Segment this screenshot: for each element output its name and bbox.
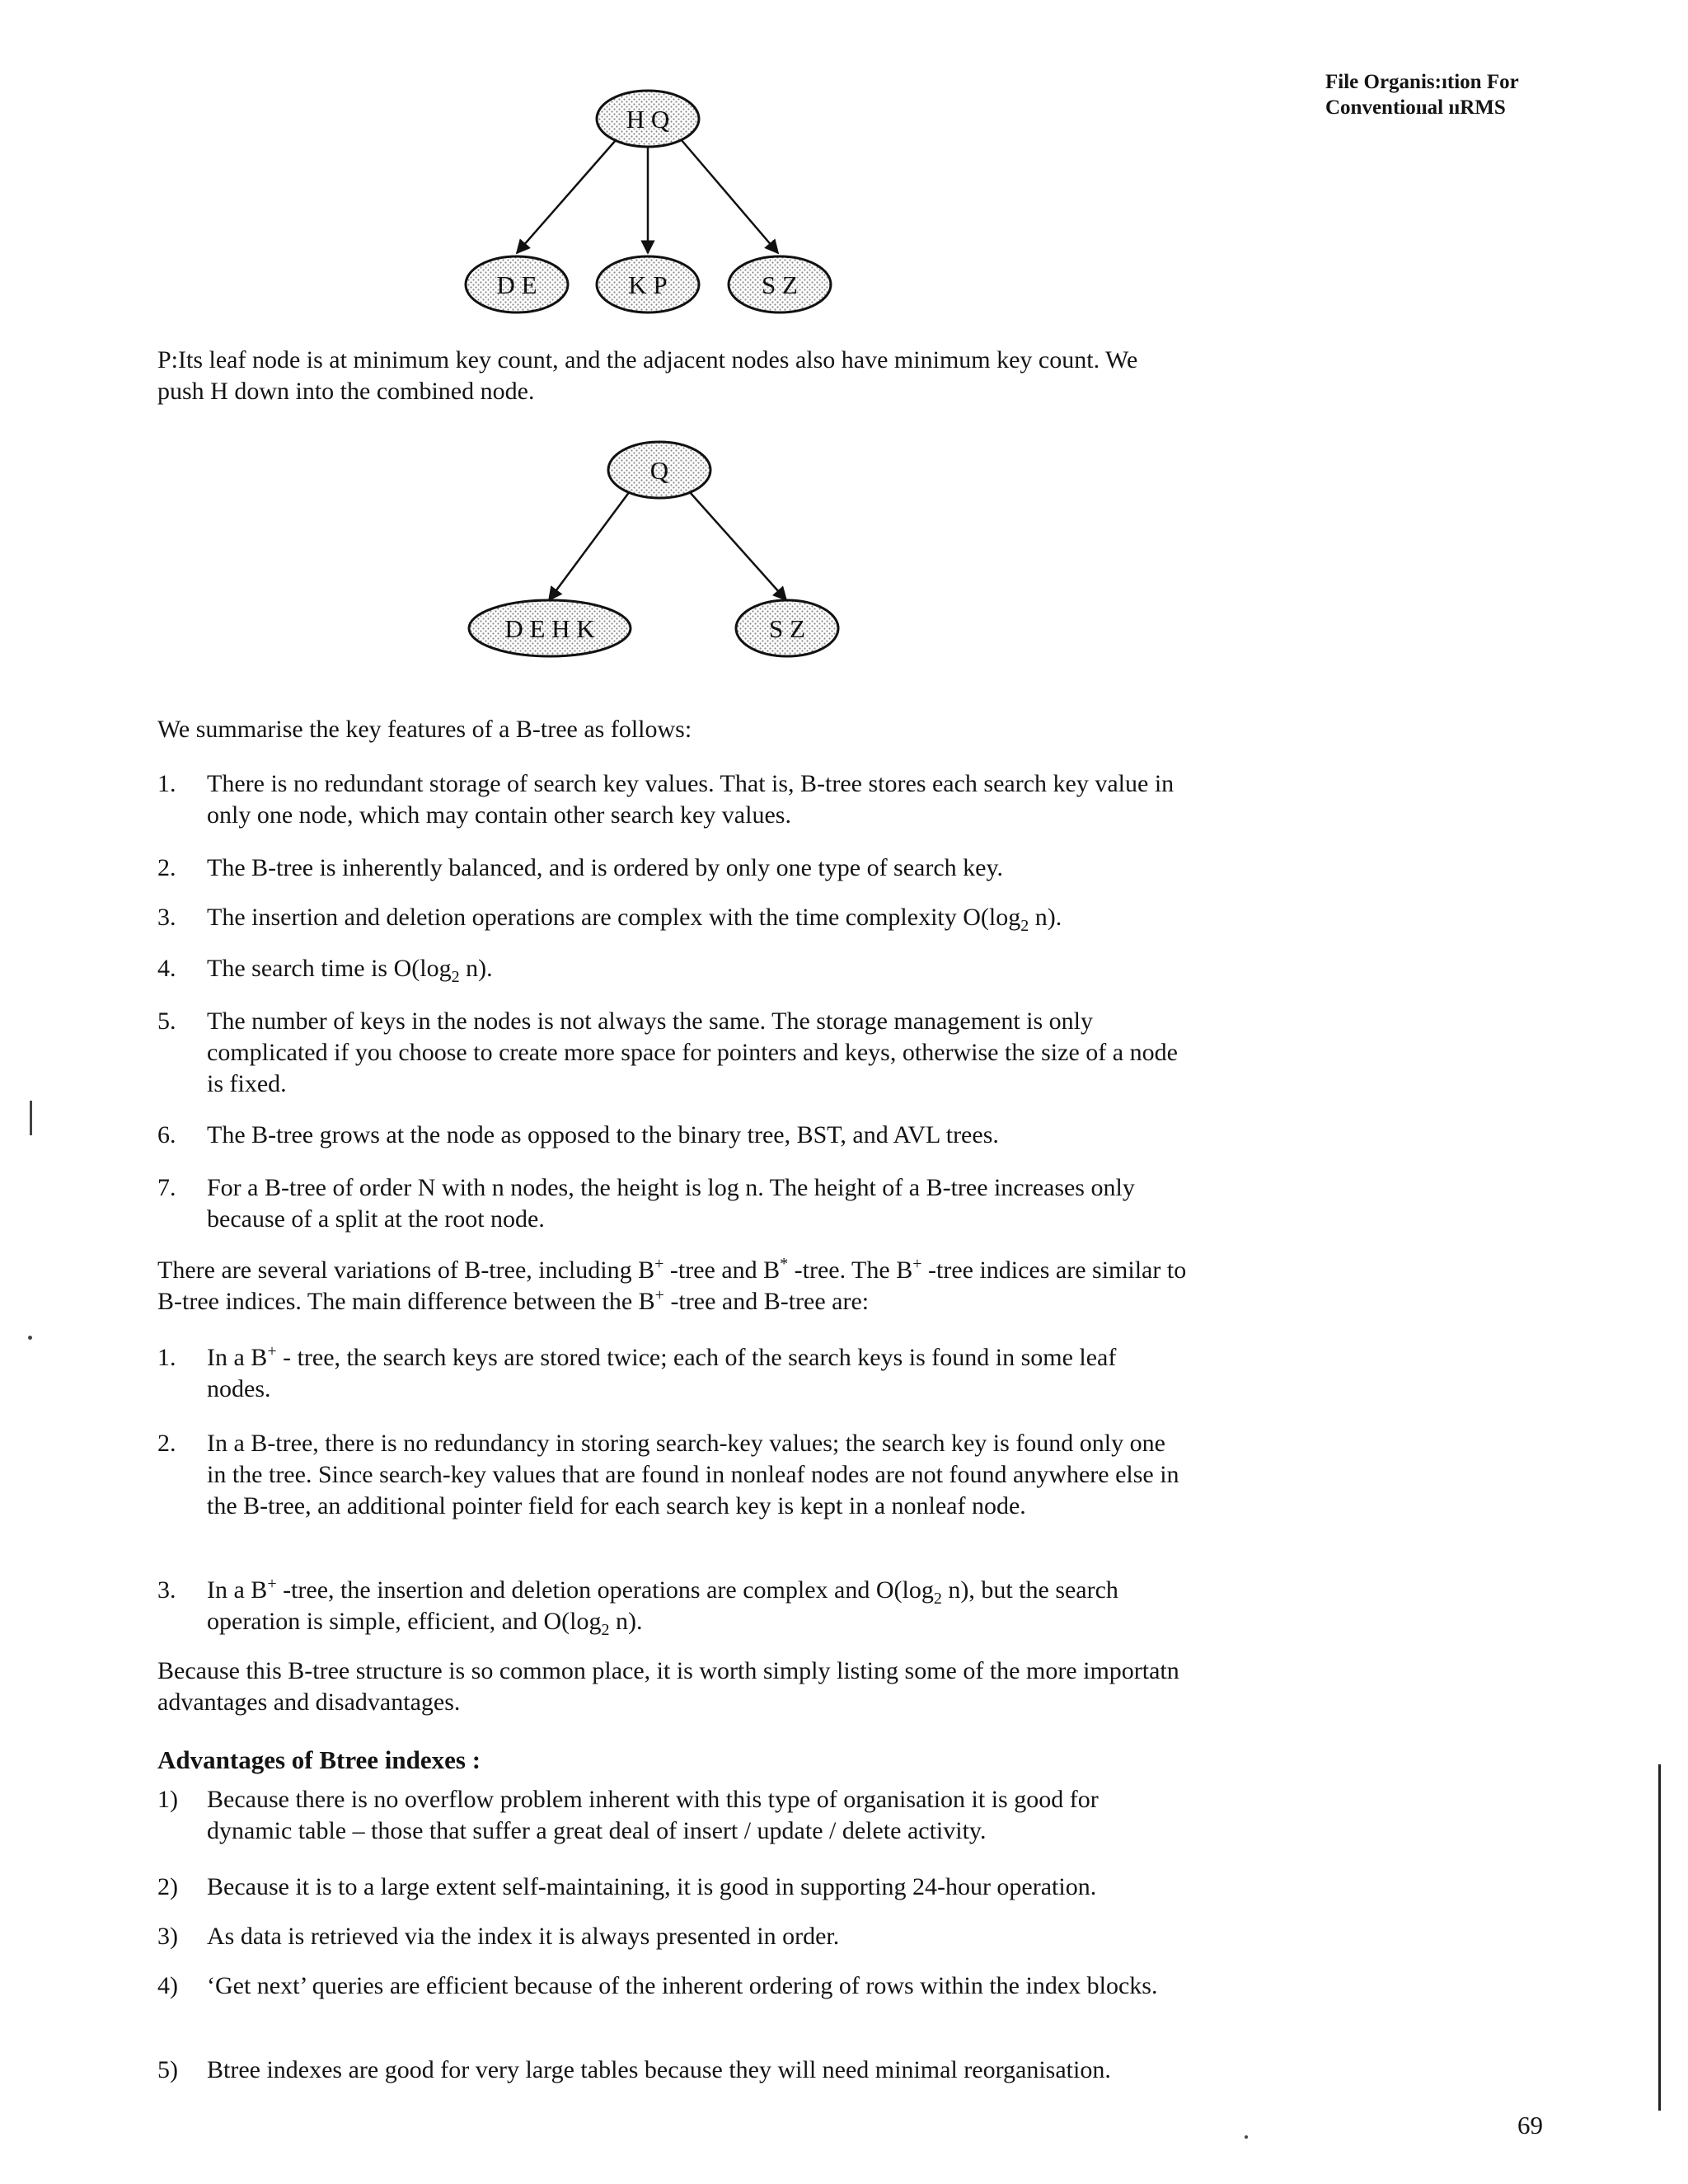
- advantage-text: ‘Get next’ queries are efficient because of the inherent ordering of rows within the index blocks.: [207, 1972, 1158, 1999]
- tree2-root-node: [608, 442, 710, 498]
- tree2-leaf-label: S Z: [769, 614, 805, 643]
- feature-number: 3.: [157, 904, 176, 931]
- tree1-leaf-node: [466, 256, 568, 312]
- difference-number: 1.: [157, 1344, 176, 1371]
- header-line-1: File Organis:ıtion For: [1325, 71, 1519, 93]
- tree1-edge-right: [681, 139, 778, 253]
- tree1-leaf-node: [597, 256, 699, 312]
- difference-text: In a B+ -tree, the insertion and deletion operations are complex and $O(\log_2$ n), but the search operation is simple, efficient, and $O(\log_2$ n).: [207, 1575, 1118, 1639]
- tree1-root-node: [597, 91, 699, 147]
- tree2-leaf-label: D E H K: [504, 614, 595, 643]
- summary-intro: We summarise the key features of a B-tree as follows:: [157, 716, 692, 743]
- page-number: 69: [1517, 2111, 1543, 2139]
- tree1-edge-left: [517, 139, 617, 253]
- feature-number: 5.: [157, 1007, 176, 1035]
- advantage-text: Because it is to a large extent self-maintaining, it is good in supporting 24-hour operation.: [207, 1873, 1097, 1900]
- difference-number: 2.: [157, 1430, 176, 1457]
- feature-number: 1.: [157, 770, 176, 797]
- feature-number: 4.: [157, 955, 176, 982]
- advantage-number: 4): [157, 1972, 178, 1999]
- advantage-text: As data is retrieved via the index it is always presented in order.: [207, 1923, 840, 1950]
- header-line-2: Conventioııal ııRMS: [1325, 96, 1506, 119]
- scan-speck: [1658, 1764, 1661, 2111]
- advantage-number: 2): [157, 1873, 178, 1900]
- scan-speck: [30, 1101, 32, 1135]
- scan-speck: [28, 1336, 32, 1340]
- tree1-root-label: H Q: [626, 105, 670, 134]
- scan-speck: [1245, 2135, 1248, 2139]
- variations-paragraph: There are several variations of B-tree, including B+ -tree and B* -tree. The B+ -tree indices are similar to B-tree indices. The main difference between the B+ -tree and B-tree are:: [157, 1255, 1187, 1315]
- feature-text: There is no redundant storage of search key values. That is, B-tree stores each search key value in only one node, which may contain other search key values.: [207, 770, 1175, 829]
- tree2-edge-left: [549, 491, 630, 600]
- common-place-paragraph: Because this B-tree structure is so common place, it is worth simply listing some of the more importatn advantages and disadvantages.: [157, 1657, 1179, 1716]
- tree1-leaf-label: K P: [628, 270, 668, 299]
- advantage-number: 5): [157, 2056, 178, 2083]
- advantage-number: 3): [157, 1923, 178, 1950]
- difference-text: In a B+ - tree, the search keys are stored twice; each of the search keys is found in some leaf nodes.: [207, 1342, 1117, 1402]
- tree1-caption: P:Its leaf node is at minimum key count, and the adjacent nodes also have minimum key count. We push H down into the combined node.: [157, 346, 1138, 405]
- feature-text: The B-tree grows at the node as opposed to the binary tree, BST, and AVL trees.: [207, 1121, 999, 1148]
- feature-text: For a B-tree of order N with n nodes, the height is log n. The height of a B-tree increases only because of a split at the root node.: [207, 1174, 1135, 1233]
- tree1-leaf-node: [729, 256, 831, 312]
- feature-text: The search time is $O(\log_2$ n).: [207, 955, 493, 986]
- tree2-edge-right: [689, 491, 786, 600]
- feature-text: The insertion and deletion operations are complex with the time complexity $O(\log_2$ n).: [207, 904, 1062, 935]
- feature-number: 2.: [157, 854, 176, 881]
- advantage-number: 1): [157, 1786, 178, 1813]
- feature-text: The B-tree is inherently balanced, and is ordered by only one type of search key.: [207, 854, 1004, 881]
- tree2-leaf-node: [469, 600, 631, 656]
- feature-number: 6.: [157, 1121, 176, 1148]
- feature-text: The number of keys in the nodes is not always the same. The storage management is only complicated if you choose to create more space for pointers and keys, otherwise the size of a node is fixed.: [207, 1007, 1178, 1097]
- feature-number: 7.: [157, 1174, 176, 1201]
- b-tree-diagram-after: [0, 437, 1688, 684]
- tree1-leaf-label: D E: [496, 270, 537, 299]
- b-tree-diagram-before: [0, 78, 1688, 326]
- advantage-text: Because there is no overflow problem inherent with this type of organisation it is good for dynamic table – those that suffer a great deal of insert / update / delete activity.: [207, 1786, 1099, 1844]
- difference-text: In a B-tree, there is no redundancy in storing search-key values; the search key is found only one in the tree. Since search-key values that are found in nonleaf nodes are not found anywhere else in the B-tree, an additional pointer field for each search key is kept in a nonleaf node.: [207, 1430, 1179, 1519]
- difference-number: 3.: [157, 1576, 176, 1604]
- advantage-text: Btree indexes are good for very large tables because they will need minimal reorganisation.: [207, 2056, 1111, 2083]
- tree2-leaf-node: [736, 600, 838, 656]
- tree2-root-label: Q: [649, 456, 669, 485]
- advantages-heading: Advantages of Btree indexes :: [157, 1745, 481, 1774]
- tree1-leaf-label: S Z: [762, 270, 798, 299]
